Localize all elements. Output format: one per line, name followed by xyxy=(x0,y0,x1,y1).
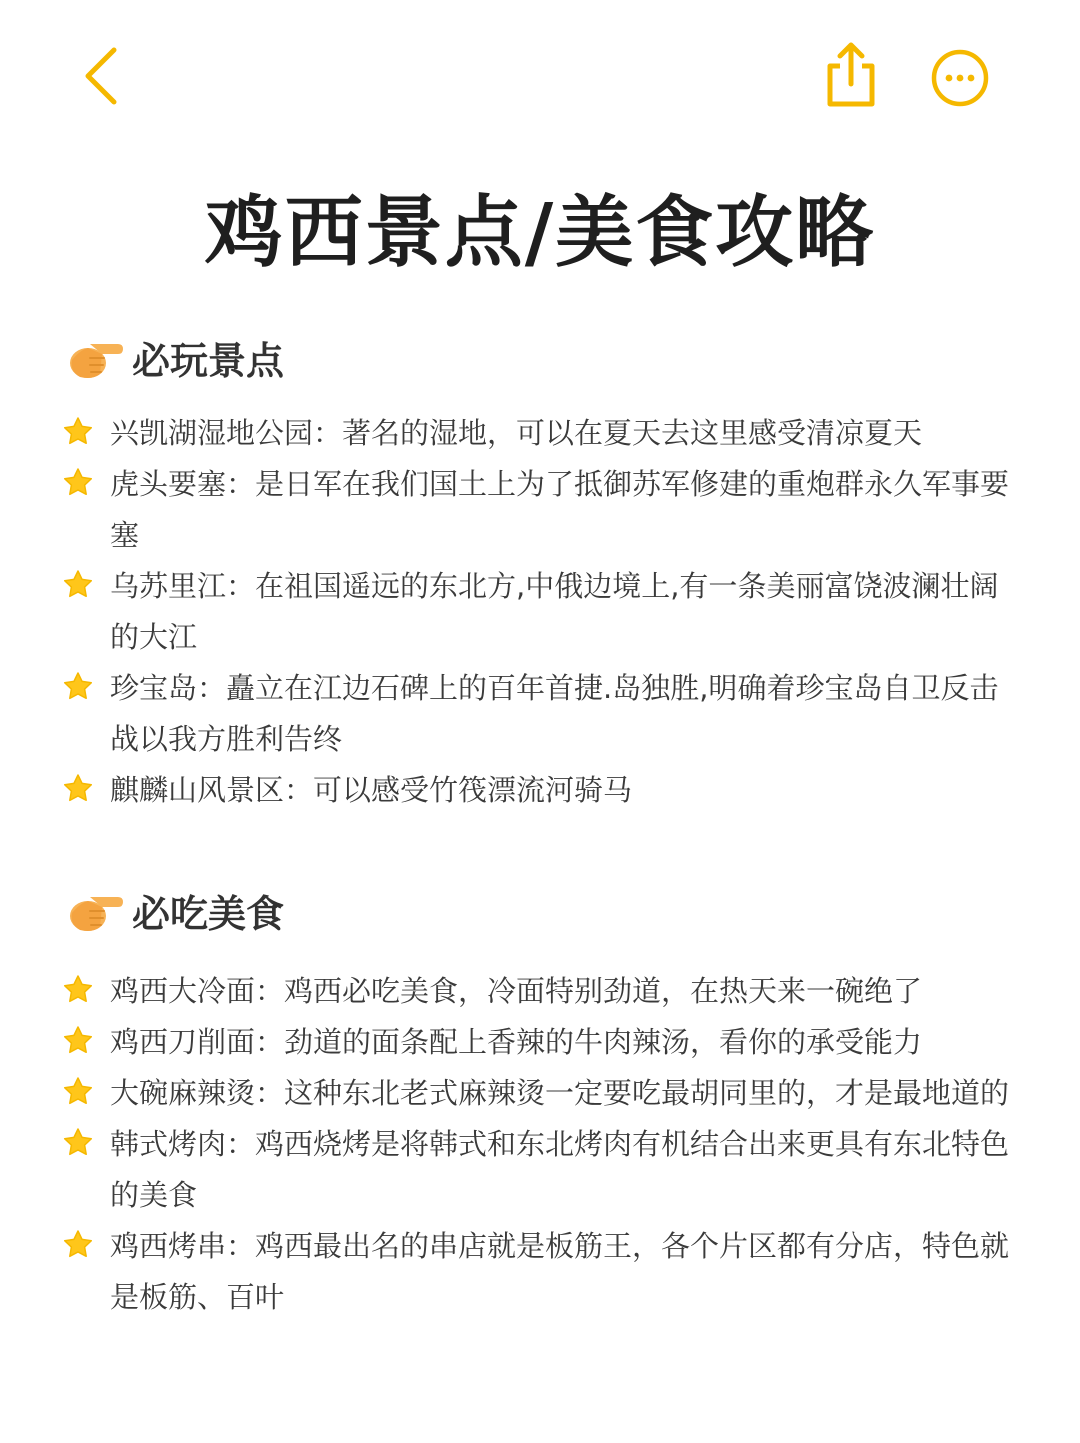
list-item-text: 虎头要塞：是日军在我们国土上为了抵御苏军修建的重炮群永久军事要塞 xyxy=(110,467,1010,552)
list-item xyxy=(60,1068,1010,1119)
star-icon xyxy=(60,1221,96,1272)
list-item xyxy=(60,408,1010,459)
list-item-text: 珍宝岛：矗立在江边石碑上的百年首捷.岛独胜,明确着珍宝岛自卫反击战以我方胜利告终 xyxy=(110,671,999,756)
pointing-hand-icon xyxy=(66,885,124,935)
list-item xyxy=(60,966,1010,1017)
star-icon xyxy=(60,765,96,816)
section-label: 必玩景点 xyxy=(132,338,285,383)
section-heading-attractions xyxy=(66,327,284,387)
star-icon xyxy=(60,1068,96,1119)
note-title: 鸡西景点/美食攻略 xyxy=(204,188,876,278)
list-item xyxy=(60,1017,1010,1068)
more-icon xyxy=(928,46,992,110)
share-button[interactable] xyxy=(820,40,882,110)
list-item xyxy=(60,459,1010,561)
list-item-text: 乌苏里江：在祖国遥远的东北方,中俄边境上,有一条美丽富饶波澜壮阔的大江 xyxy=(110,569,999,654)
star-icon xyxy=(60,408,96,459)
star-icon xyxy=(60,966,96,1017)
list-item xyxy=(60,1119,1010,1221)
list-item xyxy=(60,663,1010,765)
star-icon xyxy=(60,1119,96,1170)
star-icon xyxy=(60,1017,96,1068)
list-item-text: 兴凯湖湿地公园：著名的湿地，可以在夏天去这里感受清凉夏天 xyxy=(110,416,923,450)
list-item-text: 鸡西刀削面：劲道的面条配上香辣的牛肉辣汤，看你的承受能力 xyxy=(110,1025,923,1059)
more-options-button[interactable] xyxy=(928,46,992,110)
food-list xyxy=(60,966,1010,1323)
list-item-text: 麒麟山风景区：可以感受竹筏漂流河骑马 xyxy=(110,773,633,807)
attractions-list xyxy=(60,408,1010,816)
pointing-hand-icon xyxy=(66,332,124,382)
top-navigation-bar xyxy=(0,0,1080,150)
list-item-text: 大碗麻辣烫：这种东北老式麻辣烫一定要吃最胡同里的，才是最地道的 xyxy=(110,1076,1010,1110)
section-heading-food xyxy=(66,880,284,940)
star-icon xyxy=(60,663,96,714)
back-button[interactable] xyxy=(72,38,132,110)
section-label: 必吃美食 xyxy=(132,891,285,936)
list-item-text: 鸡西烤串：鸡西最出名的串店就是板筋王，各个片区都有分店，特色就是板筋、百叶 xyxy=(110,1229,1010,1314)
list-item xyxy=(60,561,1010,663)
share-icon xyxy=(820,40,882,110)
star-icon xyxy=(60,459,96,510)
list-item-text: 韩式烤肉：鸡西烧烤是将韩式和东北烤肉有机结合出来更具有东北特色的美食 xyxy=(110,1127,1010,1212)
chevron-left-icon xyxy=(72,38,132,110)
star-icon xyxy=(60,561,96,612)
list-item xyxy=(60,765,1010,816)
list-item-text: 鸡西大冷面：鸡西必吃美食，冷面特别劲道，在热天来一碗绝了 xyxy=(110,974,923,1008)
list-item xyxy=(60,1221,1010,1323)
